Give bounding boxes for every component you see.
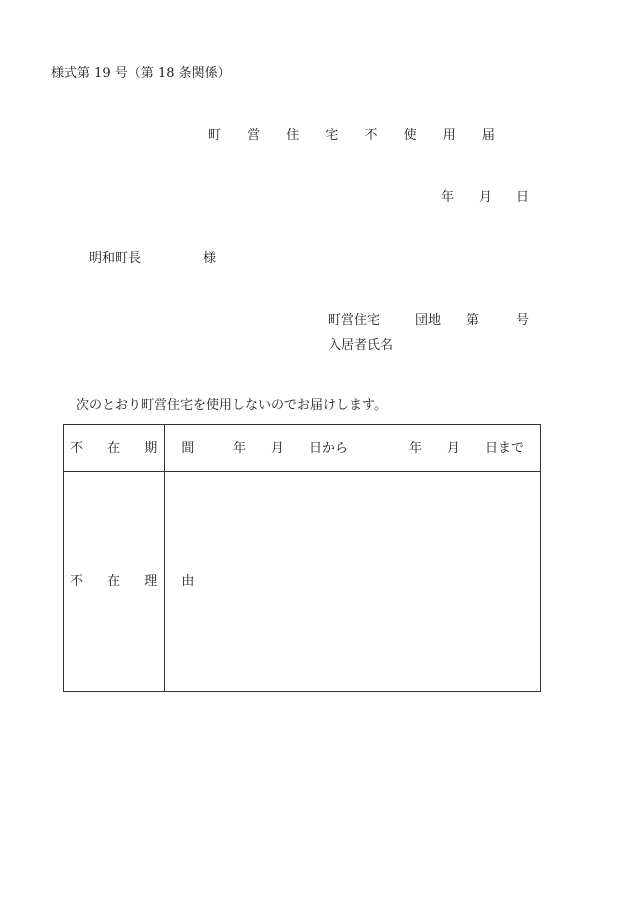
from-month-label: 月 <box>271 441 285 456</box>
absence-table <box>63 424 541 692</box>
date-day-label: 日 <box>516 190 530 205</box>
document-title: 町 営 住 宅 不 使 用 届 <box>208 128 506 143</box>
from-year-label: 年 <box>233 441 247 456</box>
date-month-label: 月 <box>479 190 493 205</box>
block-label: 団地 <box>415 313 442 328</box>
unit-number-prefix: 第 <box>466 313 480 328</box>
absence-period-label: 不 在 期 間 <box>70 441 205 456</box>
absence-reason-label: 不 在 理 由 <box>70 574 205 589</box>
estate-label: 町営住宅 <box>328 313 381 328</box>
to-year-label: 年 <box>409 441 423 456</box>
unit-number-suffix: 号 <box>516 313 530 328</box>
to-day-label: 日まで <box>485 441 525 456</box>
addressee-honorific: 様 <box>203 251 217 266</box>
from-day-label: 日から <box>309 441 349 456</box>
to-month-label: 月 <box>447 441 461 456</box>
absence-reason-field[interactable] <box>165 472 540 691</box>
form-number: 様式第 19 号（第 18 条関係） <box>51 66 231 81</box>
resident-name-label: 入居者氏名 <box>328 338 394 353</box>
statement-text: 次のとおり町営住宅を使用しないのでお届けします。 <box>76 398 387 413</box>
addressee-name: 明和町長 <box>89 251 142 266</box>
date-year-label: 年 <box>441 190 455 205</box>
